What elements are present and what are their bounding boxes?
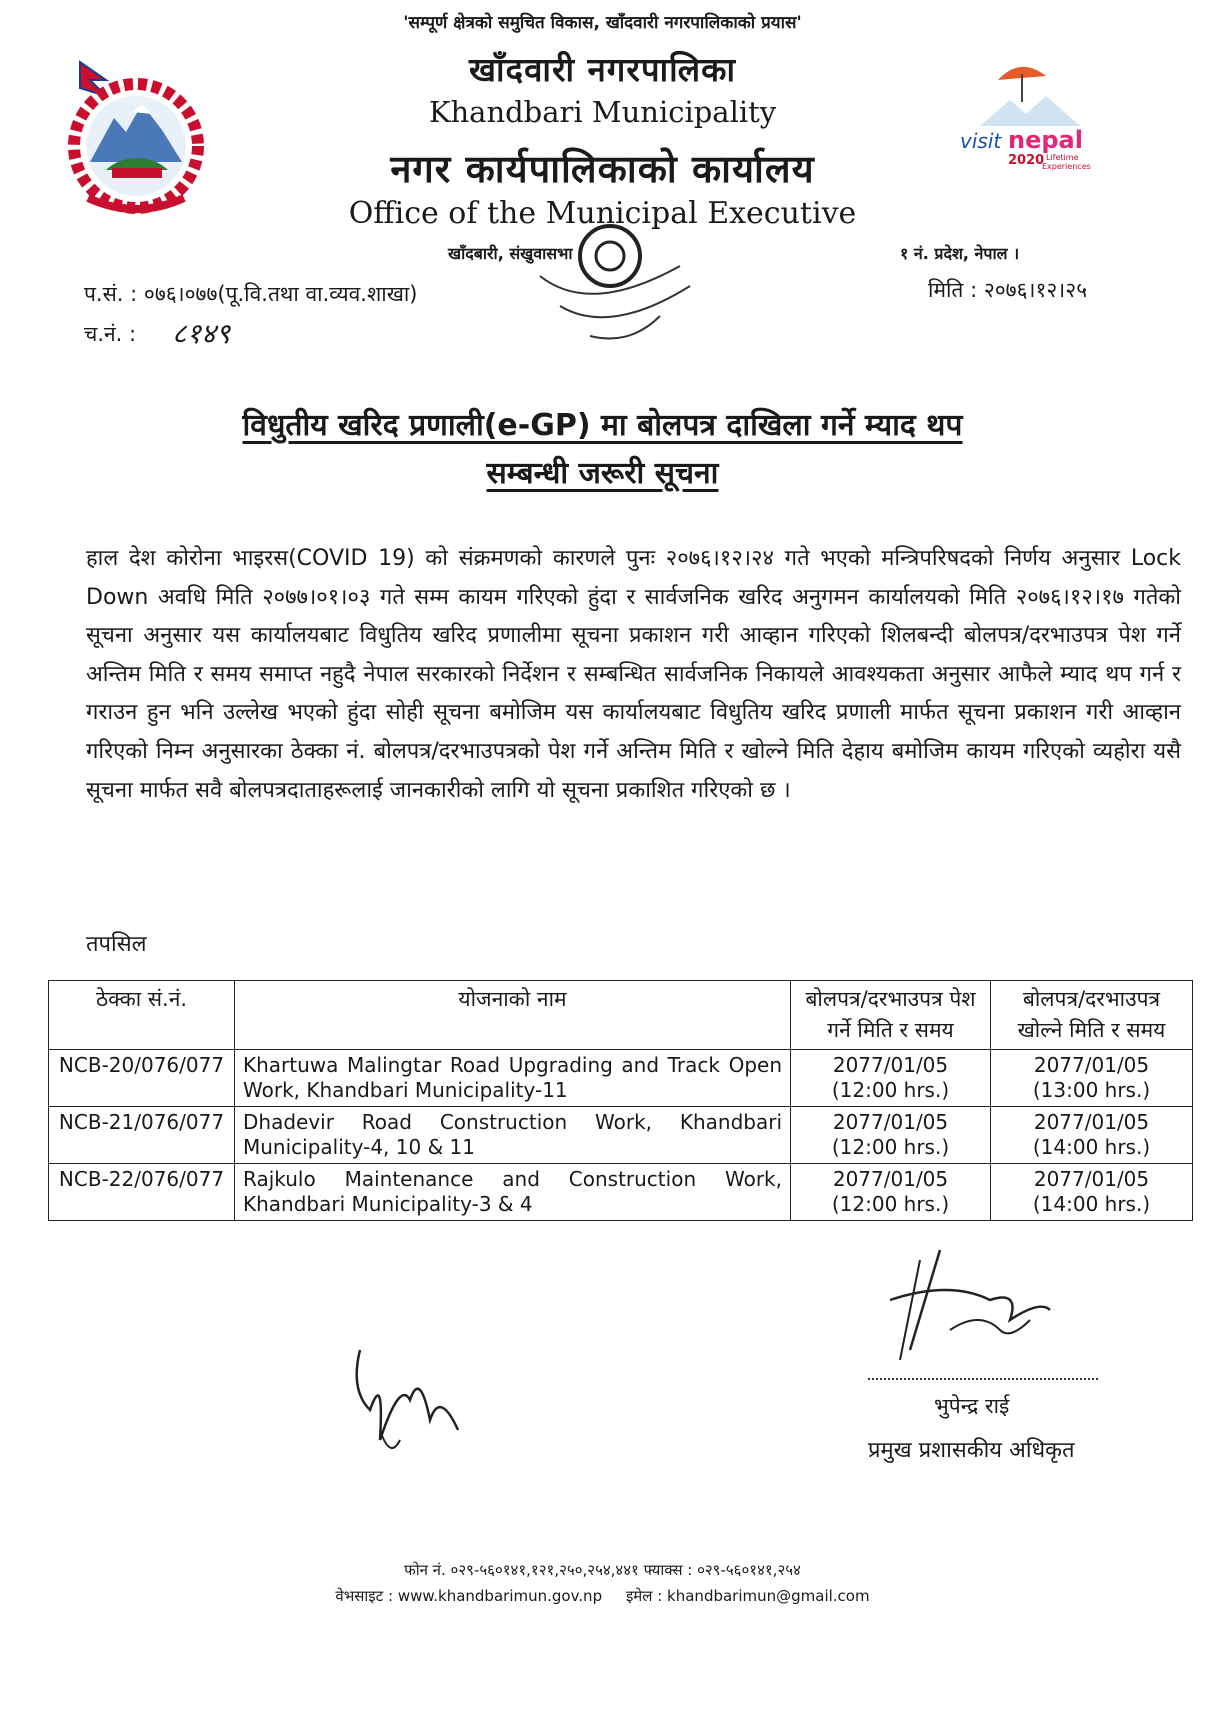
municipality-name-nepali: खाँदवारी नगरपालिका: [469, 50, 736, 89]
date: मिति : २०७६।१२।२५: [928, 278, 1088, 302]
header-submit-date: बोलपत्र/दरभाउपत्र पेश गर्ने मिति र समय: [791, 981, 991, 1050]
open-datetime: [991, 1164, 1193, 1221]
municipality-name-english: Khandbari Municipality: [428, 95, 777, 129]
dispatch-number-value: ८१४९: [172, 317, 231, 350]
header-project-name: योजनाको नाम: [235, 981, 791, 1050]
footer-phone: फोन नं. ०२९-५६०१४१,१२१,२५०,२५४,४४१ फ्याक्स : ०२९-५६०१४१,२५४: [404, 1561, 801, 1579]
svg-text:Lifetime: Lifetime: [1046, 153, 1079, 162]
email-link[interactable]: khandbarimun@gmail.com: [667, 1587, 870, 1605]
table-row: [49, 1050, 1193, 1107]
signatory-name: भुपेन्द्र राई: [934, 1394, 1010, 1418]
notice-title-line1: विधुतीय खरिद प्रणाली(e-GP) मा बोलपत्र दाखिला गर्ने म्याद थप: [242, 408, 963, 443]
contract-table: [48, 980, 1193, 1221]
project-name: Khartuwa Malingtar Road Upgrading and Track Open Work, Khandbari Municipality-11: [235, 1050, 791, 1107]
email-label: इमेल :: [625, 1587, 663, 1605]
submit-time: (12:00 hrs.): [831, 1078, 950, 1102]
submit-datetime: [791, 1107, 991, 1164]
open-datetime: [991, 1050, 1193, 1107]
open-date: 2077/01/05: [1033, 1110, 1150, 1134]
open-date: 2077/01/05: [1033, 1167, 1150, 1191]
notice-body: हाल देश कोरोना भाइरस(COVID 19) को संक्रमणको कारणले पुनः २०७६।१२।२४ गते भएको मन्त्रिपरिषदको निर्णय अनुसार Lock Down अवधि मिति २०७७।०१।०३ गते सम्म कायम गरिएको हुंदा र सार्वजनिक खरिद अनुगमन कार्यालयको मिति २०७६।१२।१७ गतेको सूचना अनुसार यस कार्यालयबाट विधुतिय खरिद प्रणालीमा सूचना प्रकाशन गरी आव्हान गरिएको शिलबन्दी बोलपत्र/दरभाउपत्र पेश गर्ने अन्तिम मिति र समय समाप्त नहुदै नेपाल सरकारको निर्देशन र सम्बन्धित सार्वजनिक निकायले आवश्यकता अनुसार आफैले म्याद थप गर्न र गराउन हुन भनि उल्लेख भएको हुंदा सोही सूचना बमोजिम यस कार्यालयबाट विधुतिय खरिद प्रणाली मार्फत सूचना प्रकाशन गरी आव्हान गरिएको निम्न अनुसारका ठेक्का नं. बोलपत्र/दरभाउपत्रको पेश गर्ने अन्तिम मिति र खोल्ने मिति देहाय बमोजिम कायम गरिएको व्यहोरा यसै सूचना मार्फत सवै बोलपत्रदाताहरूलाई जानकारीको लागि यो सूचना प्रकाशित गरिएको छ ।: [86, 546, 1181, 803]
address-right: १ नं. प्रदेश, नेपाल ।: [900, 244, 1020, 263]
notice-title-line2: सम्बन्धी जरूरी सूचना: [486, 456, 719, 491]
office-name-nepali: नगर कार्यपालिकाको कार्यालय: [390, 147, 815, 191]
contract-no: NCB-20/076/077: [49, 1050, 235, 1107]
svg-text:visit: visit: [960, 129, 1002, 153]
open-time: (14:00 hrs.): [1032, 1135, 1151, 1159]
contract-no: NCB-21/076/077: [49, 1107, 235, 1164]
signatory-title: प्रमुख प्रशासकीय अधिकृत: [868, 1438, 1075, 1463]
svg-text:Experiences: Experiences: [1042, 162, 1091, 171]
office-stamp: [530, 196, 710, 366]
submit-date: 2077/01/05: [832, 1053, 949, 1077]
submit-time: (12:00 hrs.): [831, 1192, 950, 1216]
submit-datetime: [791, 1050, 991, 1107]
reference-number: प.सं. : ०७६।०७७(पू.वि.तथा वा.व्यव.शाखा): [84, 282, 418, 306]
website-link[interactable]: www.khandbarimun.gov.np: [397, 1587, 603, 1605]
open-datetime: [991, 1107, 1193, 1164]
dispatch-number-label: च.नं. :: [84, 322, 137, 346]
notice-title: [0, 402, 1205, 498]
handwritten-signature-right: [870, 1240, 1060, 1370]
contract-no: NCB-22/076/077: [49, 1164, 235, 1221]
header-contract-no: ठेक्का सं.नं.: [49, 981, 235, 1050]
project-name: Dhadevir Road Construction Work, Khandbari Municipality-4, 10 & 11: [235, 1107, 791, 1164]
address-left: खाँदबारी, संखुवासभा: [448, 244, 573, 263]
submit-datetime: [791, 1164, 991, 1221]
svg-text:2020: 2020: [1008, 153, 1045, 168]
website-label: वेभसाइट :: [335, 1587, 394, 1605]
schedule-label: तपसिल: [86, 932, 147, 957]
slogan: 'सम्पूर्ण क्षेत्रको समुचित विकास, खाँदवारी नगरपालिकाको प्रयास': [403, 13, 802, 33]
signature-line: [868, 1378, 1098, 1380]
open-time: (13:00 hrs.): [1032, 1078, 1151, 1102]
submit-date: 2077/01/05: [832, 1110, 949, 1134]
footer-contact: [0, 1586, 1205, 1606]
table-header-row: [49, 981, 1193, 1050]
submit-time: (12:00 hrs.): [831, 1135, 950, 1159]
open-time: (14:00 hrs.): [1032, 1192, 1151, 1216]
header-open-date: बोलपत्र/दरभाउपत्र खोल्ने मिति र समय: [991, 981, 1193, 1050]
table-row: [49, 1164, 1193, 1221]
open-date: 2077/01/05: [1033, 1053, 1150, 1077]
handwritten-signature-left: [340, 1330, 470, 1470]
project-name: Rajkulo Maintenance and Construction Work, Khandbari Municipality-3 & 4: [235, 1164, 791, 1221]
svg-text:nepal: nepal: [1008, 126, 1083, 154]
table-row: [49, 1107, 1193, 1164]
submit-date: 2077/01/05: [832, 1167, 949, 1191]
office-name-english: Office of the Municipal Executive: [348, 196, 857, 231]
